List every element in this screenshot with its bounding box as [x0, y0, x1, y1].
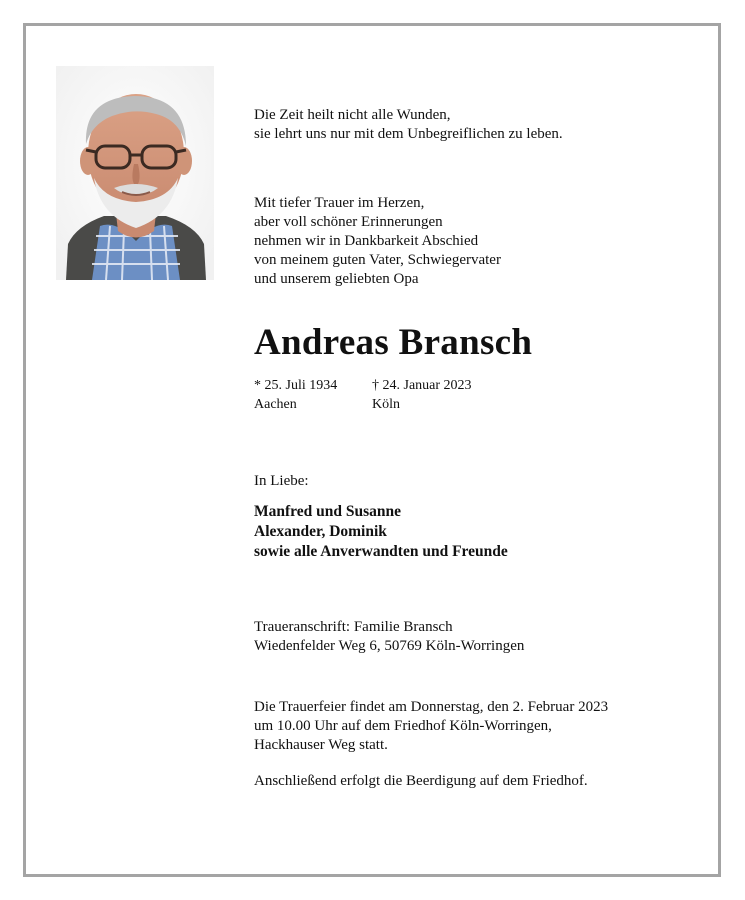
motto-line: Die Zeit heilt nicht alle Wunden,	[254, 107, 451, 123]
intro-line: und unserem geliebten Opa	[254, 271, 419, 287]
death-info	[372, 376, 472, 414]
mourning-address	[254, 618, 524, 656]
intro-line: nehmen wir in Dankbarkeit Abschied	[254, 233, 479, 249]
death-place: Köln	[372, 397, 400, 412]
mourner-line: sowie alle Anverwandten und Freunde	[254, 543, 508, 560]
burial-notice: Anschließend erfolgt die Beerdigung auf dem Friedhof.	[254, 773, 588, 789]
portrait-image	[56, 66, 214, 280]
intro-line: Mit tiefer Trauer im Herzen,	[254, 195, 425, 211]
obituary-card	[23, 23, 721, 877]
mourners-list	[254, 502, 508, 562]
ceremony-line: um 10.00 Uhr auf dem Friedhof Köln-Worringen,	[254, 718, 552, 734]
mourners-heading: In Liebe:	[254, 473, 309, 489]
ceremony-line: Hackhauser Weg statt.	[254, 737, 388, 753]
address-line: Traueranschrift: Familie Bransch	[254, 619, 453, 635]
birth-date: * 25. Juli 1934	[254, 378, 338, 393]
mourner-line: Alexander, Dominik	[254, 523, 387, 540]
intro-text	[254, 194, 501, 289]
deceased-name: Andreas Bransch	[254, 322, 533, 363]
ceremony-notice	[254, 698, 608, 755]
birth-place: Aachen	[254, 397, 297, 412]
portrait-photo	[56, 66, 214, 280]
motto-quote	[254, 106, 563, 144]
birth-info	[254, 376, 337, 414]
motto-line: sie lehrt uns nur mit dem Unbegreiflichen zu leben.	[254, 126, 563, 142]
ceremony-line: Die Trauerfeier findet am Donnerstag, den 2. Februar 2023	[254, 699, 609, 715]
intro-line: von meinem guten Vater, Schwiegervater	[254, 252, 501, 268]
death-date: † 24. Januar 2023	[372, 378, 472, 393]
intro-line: aber voll schöner Erinnerungen	[254, 214, 443, 230]
address-line: Wiedenfelder Weg 6, 50769 Köln-Worringen	[254, 638, 525, 654]
mourner-line: Manfred und Susanne	[254, 503, 402, 520]
